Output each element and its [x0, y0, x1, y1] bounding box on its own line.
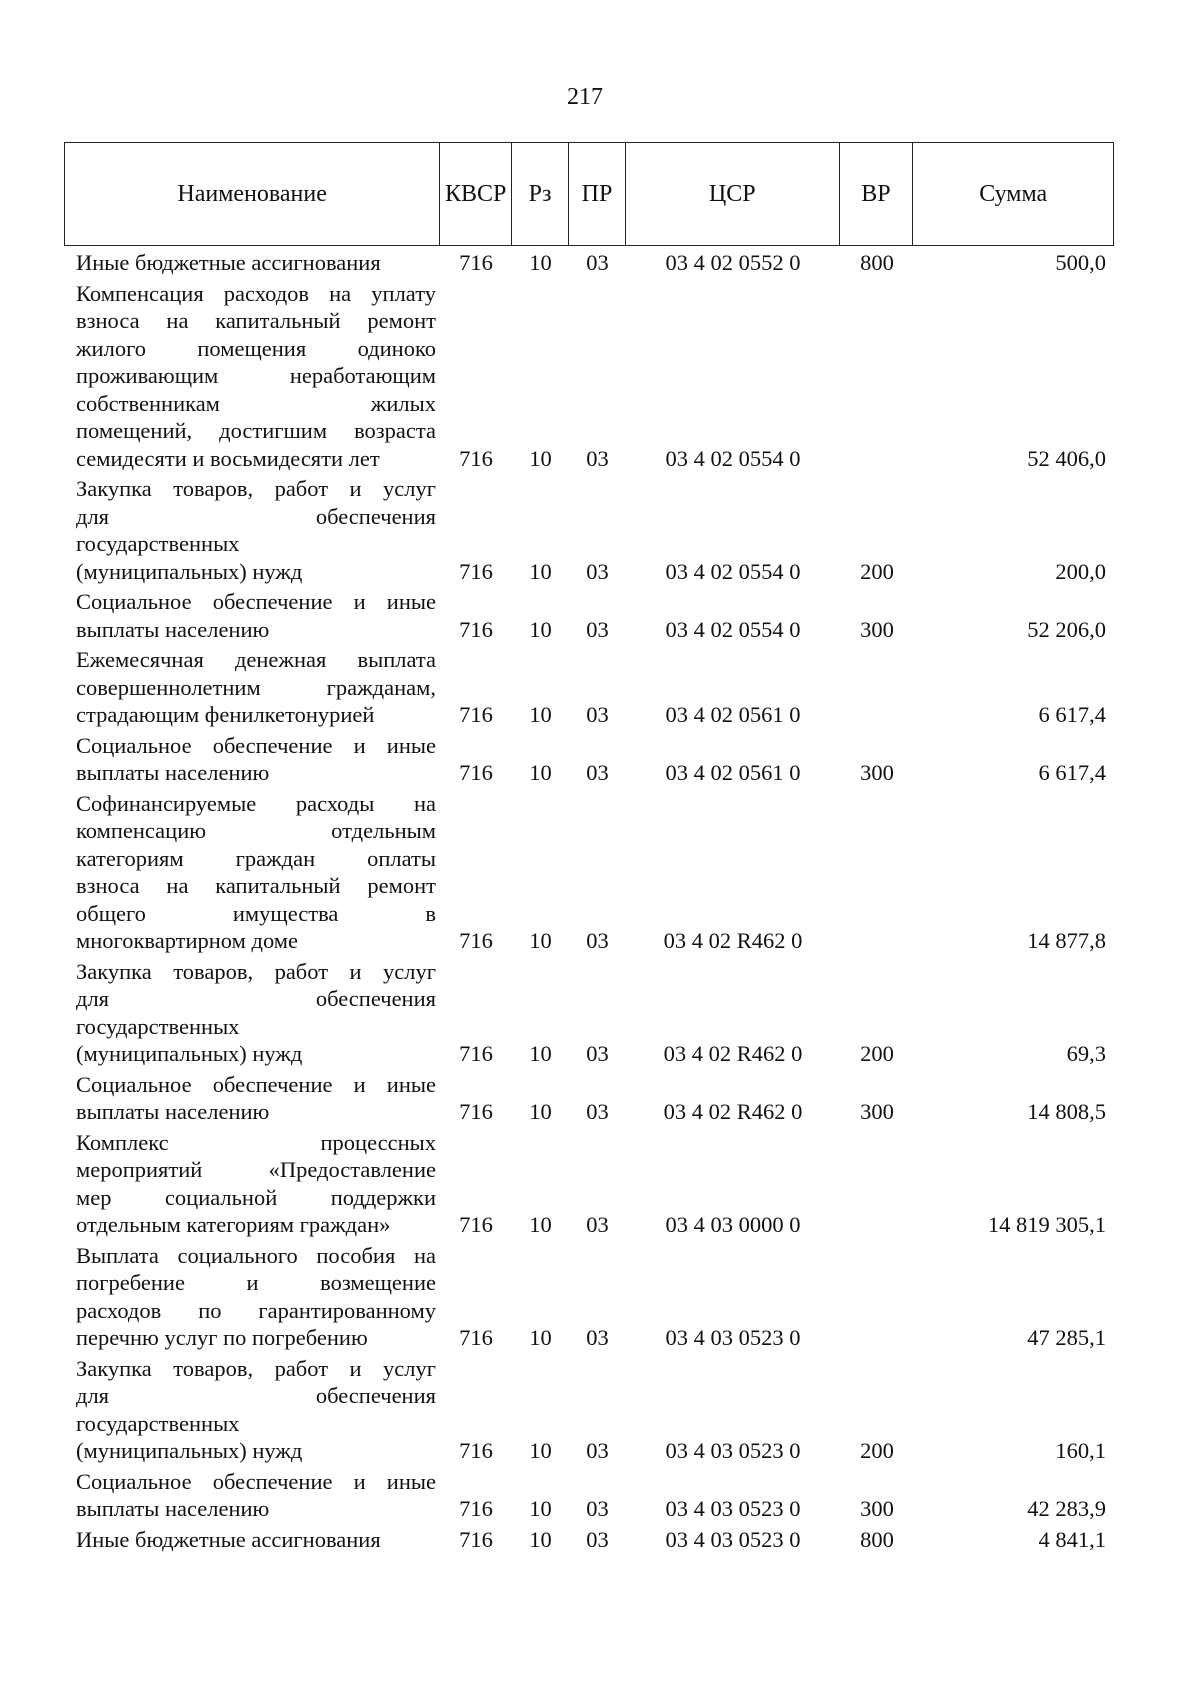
row-name-line: страдающим фенилкетонурией	[76, 702, 375, 727]
row-pr: 03	[586, 1212, 609, 1237]
header-vr: ВР	[840, 143, 914, 245]
table-header	[64, 142, 1114, 246]
row-name	[64, 1355, 440, 1465]
row-csr: 03 4 02 R462 0	[663, 928, 803, 953]
page-number: 217	[567, 84, 603, 110]
row-name	[64, 1242, 440, 1352]
row-name-line: взноса на капитальный ремонт	[76, 873, 436, 898]
row-name	[64, 1526, 440, 1554]
row-name-line: отдельным категориям граждан»	[76, 1212, 391, 1237]
row-name-line: семидесяти и восьмидесяти лет	[76, 445, 380, 471]
row-csr: 03 4 03 0523 0	[665, 1325, 801, 1350]
row-name-line: государственных	[76, 1013, 240, 1039]
header-sum: Сумма	[979, 180, 1048, 207]
row-vr: 200	[860, 1041, 894, 1066]
table-row	[64, 1468, 1114, 1523]
row-pr: 03	[586, 1041, 609, 1066]
row-name	[64, 732, 440, 787]
row-csr: 03 4 03 0523 0	[665, 1526, 801, 1552]
row-name	[64, 280, 440, 473]
row-name-line: Закупка товаров, работ и услуг	[76, 476, 436, 501]
table-row	[64, 588, 1114, 643]
row-pr: 03	[586, 1438, 609, 1463]
row-kvsr: 716	[459, 928, 493, 953]
row-sum: 14 808,5	[1027, 1099, 1106, 1124]
row-vr: 300	[860, 1099, 894, 1124]
row-csr: 03 4 02 0554 0	[665, 616, 801, 642]
row-kvsr: 716	[459, 1041, 493, 1066]
table-row	[64, 646, 1114, 729]
row-sum: 160,1	[1055, 1438, 1106, 1463]
row-sum: 52 406,0	[1027, 445, 1106, 471]
row-name-line: (муниципальных) нужд	[76, 1438, 303, 1463]
row-pr: 03	[586, 1526, 609, 1552]
table-row	[64, 280, 1114, 473]
row-name-line: общего имущества в	[76, 900, 436, 926]
row-name-line: для обеспечения	[76, 1383, 436, 1408]
table-row	[64, 1129, 1114, 1239]
row-sum: 52 206,0	[1027, 616, 1106, 642]
row-rz: 10	[529, 1438, 552, 1463]
row-vr: 200	[860, 558, 894, 584]
row-name-line: совершеннолетним гражданам,	[76, 674, 436, 700]
row-name-line: категориям граждан оплаты	[76, 845, 436, 871]
row-name-line: Социальное обеспечение и иные	[76, 732, 436, 758]
table-row	[64, 732, 1114, 787]
table-row	[64, 1071, 1114, 1126]
row-sum: 14 819 305,1	[987, 1212, 1106, 1237]
row-name-line: собственникам жилых	[76, 390, 436, 416]
row-pr: 03	[586, 1099, 609, 1124]
row-rz: 10	[529, 250, 552, 275]
row-kvsr: 716	[459, 1496, 493, 1521]
row-name-line: мероприятий «Предоставление	[76, 1157, 436, 1182]
row-name-line: помещений, достигшим возраста	[76, 418, 436, 443]
row-kvsr: 716	[459, 760, 493, 785]
table-row	[64, 475, 1114, 585]
row-name-line: многоквартирном доме	[76, 928, 298, 953]
row-rz: 10	[529, 928, 552, 953]
row-rz: 10	[529, 616, 552, 642]
row-vr: 800	[860, 250, 894, 275]
row-kvsr: 716	[459, 1099, 493, 1124]
row-name-line: Софинансируемые расходы на	[76, 790, 436, 816]
row-name-line: выплаты населению	[76, 1099, 270, 1124]
row-rz: 10	[529, 1212, 552, 1237]
row-csr: 03 4 02 R462 0	[663, 1099, 803, 1124]
row-vr: 800	[860, 1526, 894, 1552]
row-name-line: Выплата социального пособия на	[76, 1242, 436, 1268]
row-name-line: государственных	[76, 1410, 240, 1436]
table-row	[64, 958, 1114, 1068]
row-name-line: выплаты населению	[76, 616, 270, 642]
row-name-line: перечню услуг по погребению	[76, 1325, 368, 1350]
row-rz: 10	[529, 558, 552, 584]
row-pr: 03	[586, 702, 609, 727]
row-vr: 300	[860, 616, 894, 642]
row-sum: 69,3	[1066, 1041, 1106, 1066]
row-sum: 200,0	[1055, 558, 1106, 584]
row-sum: 14 877,8	[1027, 928, 1106, 953]
table-body	[64, 249, 1114, 1556]
row-name-line: Закупка товаров, работ и услуг	[76, 958, 436, 984]
row-kvsr: 716	[459, 445, 493, 471]
row-name	[64, 588, 440, 643]
header-name: Наименование	[65, 143, 440, 245]
row-sum: 4 841,1	[1038, 1526, 1106, 1552]
row-name	[64, 1129, 440, 1239]
row-name-line: расходов по гарантированному	[76, 1297, 436, 1323]
row-name-line: компенсацию отдельным	[76, 818, 436, 843]
row-kvsr: 716	[459, 616, 493, 642]
row-name-line: (муниципальных) нужд	[76, 558, 303, 584]
row-name-line: взноса на капитальный ремонт	[76, 308, 436, 333]
row-rz: 10	[529, 445, 552, 471]
header-csr: ЦСР	[626, 143, 840, 245]
row-sum: 6 617,4	[1038, 760, 1106, 785]
row-name	[64, 1071, 440, 1126]
row-rz: 10	[529, 760, 552, 785]
row-rz: 10	[529, 1325, 552, 1350]
row-pr: 03	[586, 1325, 609, 1350]
row-rz: 10	[529, 1041, 552, 1066]
table-row	[64, 1526, 1114, 1554]
row-name-line: Социальное обеспечение и иные	[76, 1468, 436, 1494]
row-name-line: для обеспечения	[76, 986, 436, 1011]
row-name	[64, 790, 440, 955]
row-kvsr: 716	[459, 702, 493, 727]
row-name-line: для обеспечения	[76, 503, 436, 529]
row-pr: 03	[586, 760, 609, 785]
row-csr: 03 4 02 0561 0	[665, 702, 801, 727]
row-csr: 03 4 02 0554 0	[665, 558, 801, 584]
row-csr: 03 4 02 0554 0	[665, 445, 801, 471]
row-name-line: Ежемесячная денежная выплата	[76, 647, 436, 672]
header-kvsr: КВСР	[440, 143, 512, 245]
row-vr: 300	[860, 760, 894, 785]
row-name-line: Иные бюджетные ассигнования	[76, 1526, 381, 1552]
row-sum: 500,0	[1055, 250, 1106, 275]
row-pr: 03	[586, 928, 609, 953]
row-vr: 200	[860, 1438, 894, 1463]
row-pr: 03	[586, 1496, 609, 1521]
row-name	[64, 958, 440, 1068]
row-name-line: мер социальной поддержки	[76, 1184, 436, 1210]
row-name-line: Компенсация расходов на уплату	[76, 280, 436, 306]
row-pr: 03	[586, 616, 609, 642]
row-csr: 03 4 03 0523 0	[665, 1496, 801, 1521]
row-name-line: жилого помещения одиноко	[76, 335, 436, 361]
row-csr: 03 4 02 R462 0	[663, 1041, 803, 1066]
table-row	[64, 249, 1114, 277]
row-kvsr: 716	[459, 250, 493, 275]
header-rz: Рз	[512, 143, 569, 245]
row-pr: 03	[586, 558, 609, 584]
header-pr: ПР	[569, 143, 626, 245]
row-name-line: выплаты населению	[76, 1496, 270, 1521]
row-name-line: государственных	[76, 531, 240, 556]
row-name-line: Социальное обеспечение и иные	[76, 589, 436, 614]
row-csr: 03 4 02 0552 0	[665, 250, 801, 275]
row-rz: 10	[529, 1526, 552, 1552]
row-kvsr: 716	[459, 1325, 493, 1350]
row-rz: 10	[529, 1099, 552, 1124]
row-name-line: Социальное обеспечение и иные	[76, 1071, 436, 1097]
row-sum: 47 285,1	[1027, 1325, 1106, 1350]
row-pr: 03	[586, 445, 609, 471]
row-csr: 03 4 02 0561 0	[665, 760, 801, 785]
row-rz: 10	[529, 702, 552, 727]
row-name-line: Иные бюджетные ассигнования	[76, 250, 381, 275]
row-kvsr: 716	[459, 1526, 493, 1552]
row-name-line: Закупка товаров, работ и услуг	[76, 1355, 436, 1381]
row-vr: 300	[860, 1496, 894, 1521]
table-row	[64, 1242, 1114, 1352]
row-name-line: выплаты населению	[76, 760, 270, 785]
table-row	[64, 1355, 1114, 1465]
row-name	[64, 249, 440, 277]
row-csr: 03 4 03 0523 0	[665, 1438, 801, 1463]
row-name-line: Комплекс процессных	[76, 1129, 436, 1155]
row-name	[64, 646, 440, 729]
row-rz: 10	[529, 1496, 552, 1521]
row-name-line: проживающим неработающим	[76, 363, 436, 388]
row-kvsr: 716	[459, 558, 493, 584]
row-kvsr: 716	[459, 1438, 493, 1463]
row-name	[64, 475, 440, 585]
table-row	[64, 790, 1114, 955]
row-sum: 6 617,4	[1038, 702, 1106, 727]
row-name-line: погребение и возмещение	[76, 1270, 436, 1295]
row-name-line: (муниципальных) нужд	[76, 1041, 303, 1066]
row-name	[64, 1468, 440, 1523]
row-kvsr: 716	[459, 1212, 493, 1237]
row-sum: 42 283,9	[1027, 1496, 1106, 1521]
row-pr: 03	[586, 250, 609, 275]
row-csr: 03 4 03 0000 0	[665, 1212, 801, 1237]
